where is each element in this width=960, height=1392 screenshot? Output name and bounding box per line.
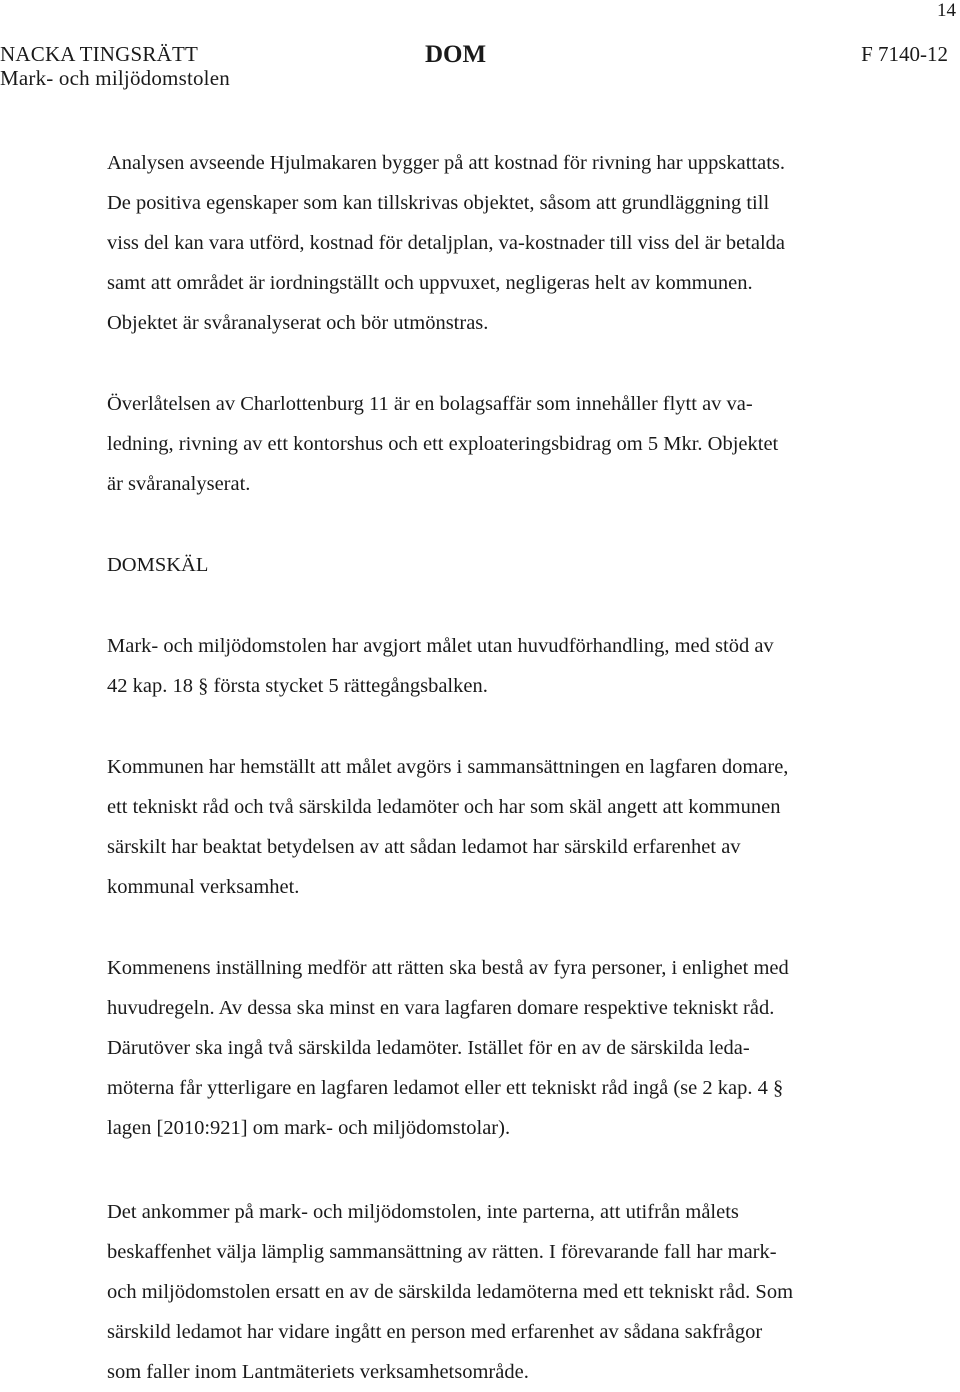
paragraph-text: Överlåtelsen av Charlottenburg 11 är en bolagsaffär som innehåller flytt av va- ledning, rivning av ett kontorshus och ett exploateringsbidrag om 5 Mkr. Objektet är svåranalyserat. — [107, 393, 779, 495]
section-heading-domskal — [107, 545, 907, 585]
paragraph-text: Mark- och miljödomstolen har avgjort målet utan huvudförhandling, med stöd av 42 kap. 18 § första stycket 5 rättegångsbalken. — [107, 635, 774, 697]
paragraph-no-main-hearing — [107, 626, 907, 706]
court-name: NACKA TINGSRÄTT — [0, 42, 199, 66]
paragraph-hjulmakaren-analysis — [107, 143, 907, 343]
court-department: Mark- och miljödomstolen — [0, 66, 230, 90]
page-number: 14 — [937, 0, 956, 21]
paragraph-text: Analysen avseende Hjulmakaren bygger på att kostnad för rivning har uppskattats. De positiva egenskaper som kan tillskrivas objektet, såsom att grundläggning till viss del kan vara utförd, kostnad för detaljplan, va-kostnader till viss del är betalda samt att området är iordningställt och uppvuxet, negligeras helt av kommunen. Objektet är svåranalyserat och bör utmönstras. — [107, 152, 786, 334]
paragraph-court-decision — [107, 1192, 907, 1392]
paragraph-municipality-request — [107, 747, 907, 907]
paragraph-text: Kommunen har hemställt att målet avgörs i sammansättningen en lagfaren domare, ett tekniskt råd och två särskilda ledamöter och har som skäl angett att kommunen särskilt har beaktat betydelsen av att sådan ledamot har särskild erfarenhet av kommunal verksamhet. — [107, 756, 789, 898]
paragraph-court-composition — [107, 948, 907, 1148]
paragraph-text: Kommenens inställning medför att rätten ska bestå av fyra personer, i enlighet med huvudregeln. Av dessa ska minst en vara lagfaren domare respektive tekniskt råd. Därutöver ska ingå två särskilda ledamöter. Istället för en av de särskilda leda- möterna får ytterligare en lagfaren ledamot eller ett tekniskt råd ingå (se 2 kap. 4 § lagen [2010:921] om mark- och miljödomstolar). — [107, 957, 789, 1139]
paragraph-charlottenburg — [107, 384, 907, 504]
case-number: F 7140-12 — [861, 42, 948, 66]
document-type: DOM — [425, 41, 487, 68]
document-header-left — [0, 42, 230, 90]
paragraph-text: Det ankommer på mark- och miljödomstolen, inte parterna, att utifrån målets beskaffenhet välja lämplig sammansättning av rätten. I förevarande fall har mark- och miljödomstolen ersatt en av de särskilda ledamöterna med ett tekniskt råd. Som särskild ledamot har vidare ingått en person med erfarenhet av sådana sakfrågor som faller inom Lantmäteriets verksamhetsområde. — [107, 1201, 794, 1383]
heading-text: DOMSKÄL — [107, 554, 209, 576]
